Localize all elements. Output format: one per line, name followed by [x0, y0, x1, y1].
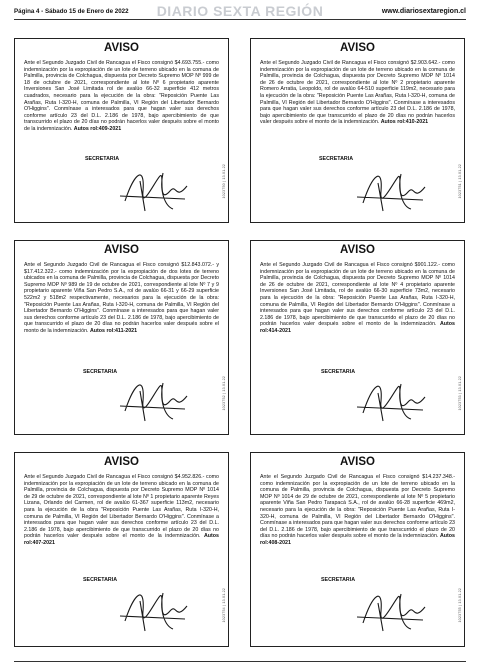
aviso-title: AVISO: [104, 456, 139, 468]
aviso-box: [250, 452, 465, 647]
aviso-box: [14, 452, 229, 647]
footer-divider: [14, 661, 466, 662]
newspaper-name: DIARIO SEXTA REGIÓN: [156, 3, 324, 19]
aviso-body: [24, 474, 219, 547]
aviso-body: [260, 262, 455, 335]
aviso-title: AVISO: [340, 42, 375, 54]
website-link[interactable]: www.diariosextaregion.cl: [381, 8, 466, 15]
page-date: Página 4 - Sábado 15 de Enero de 2022: [14, 8, 129, 15]
aviso-text: Ante el Segundo Juzgado Civil de Rancagua el Fisco consignó $14.237.348.- como indemnización por la expropiación de un lote de terreno ubicado en la comuna de Palmilla, provincia de Colchagua, dispuesta por Decreto Supremo MOP Nº 1014 de 29 de octubre de 2021, correspondiente al lote Nº 5 propietario aparente Viña San Pedro Tarapacá S.A., rol de avalúo 66-28 superficie 469m2, necesario para la ejecución de la obra: "Reposición Puente Las Arañas, Ruta I-320-H, comuna de Palmilla, VI Región del Libertador Bernardo O'Higgins". Conmínase a interesados para que hagan valer sus derechos conforme artículo 23 del D.L. 2.186 de 1978, bajo apercibimiento de que transcurrido el plazo de 20 días no podrán hacerlos valer después sobre el monto de la indemnización.: [260, 474, 455, 540]
aviso-text: Ante el Segundo Juzgado Civil de Rancagua el Fisco consignó $4.952.826.- como indemnización por la expropiación de un lote de terreno ubicado en la comuna de Palmilla, provincia de Colchagua, dispuesta por Decreto Supremo MOP Nº 1014 de 29 de octubre de 2021, correspondiente al lote Nº 1 propietario aparente Reyes Lizana, Orlando del Carmen, rol de avalúo 61-367 superficie 113m2, necesario para la ejecución de la obra "Reposición Puente Las Arañas, Ruta I-320-H, comuna de Palmilla, VI Región del Libertador Bernardo O'Higgins". Conmínase a interesados para que hagan valer sus derechos conforme artículo 23 del D.L. 2.186 de 1978, bajo apercibimiento de que transcurrido el plazo de 20 días no podrán hacerlos valer después sobre el monto de la indemnización.: [24, 474, 219, 540]
secretaria-label: SECRETARIA: [321, 577, 356, 583]
aviso-body: [24, 60, 219, 133]
aviso-box: [14, 240, 229, 435]
publication-stamp: 1023751 | 13.01.22: [458, 164, 462, 199]
signature: [115, 161, 195, 216]
aviso-text: Ante el Segundo Juzgado Civil de Rancagua el Fisco consignó $901.122.- como indemnización por la expropiación de un lote de terreno ubicado en la comuna de Palmilla, provincia de Colchagua, dispuesta por Decreto Supremo MOP Nº 1014 de 26 de octubre de 2021, correspondiente al lote Nº 4 propietario aparente Inversiones San José Limitada, rol de avalúo 66-30 superficie 73m2, necesario para la ejecución de la obra: "Reposición Puente Las Arañas, Ruta I-320-H, comuna de Palmilla, VI Región del Libertador Bernardo O'Higgins". Conmínase a interesados para que hagan valer sus derechos conforme artículo 23 del D.L. 2.186 de 1978, bajo apercibimiento de que transcurrido el plazo de 20 días no podrán hacerlos valer después sobre el monto de la indemnización.: [260, 262, 455, 328]
aviso-body: [260, 474, 455, 547]
header-divider: [14, 19, 466, 20]
aviso-title: AVISO: [340, 456, 375, 468]
publication-stamp: 1023754 | 13.01.22: [222, 588, 226, 623]
aviso-body: [260, 60, 455, 126]
aviso-text: Ante el Segundo Juzgado Civil de Rancagua el Fisco consignó $4.693.755.- como indemnización por la expropiación de un lote de terreno ubicado en la comuna de Palmilla, provincia de Colchagua, dispuesta por Decreto Supremo MOP Nº 999 de 18 de octubre de 2021, correspondiente al lote Nº 6 propietario aparente Inversiones San José Limitada rol de avalúo 66-32 superficie 412 metros cuadrados, necesario para la ejecución de la obra: "Reposición Puente Las Arañas, Ruta I-320-H, comuna de Palmilla, VI Región del Libertador Bernardo O'Higgins". Conmínase a interesados para que hagan valer sus derechos conforme artículo 23 del D.L. 2.186 de 1978, bajo apercibimiento de que transcurrido el plazo de 20 días no podrán hacerlos valer después sobre el monto de la indemnización.: [24, 60, 219, 132]
publication-stamp: 1023750 | 13.01.22: [222, 164, 226, 199]
aviso-box: [250, 38, 465, 223]
secretaria-label: SECRETARIA: [83, 369, 118, 375]
aviso-title: AVISO: [104, 244, 139, 256]
aviso-body: [24, 262, 219, 335]
signature: [351, 581, 431, 636]
aviso-title: AVISO: [340, 244, 375, 256]
aviso-rol: Autos rol:409-2021: [73, 125, 122, 132]
signature: [115, 371, 195, 426]
secretaria-label: SECRETARIA: [319, 156, 354, 162]
aviso-text: Ante el Segundo Juzgado Civil de Rancagua el Fisco consignó $12.843.072.- y $17.412.322.- como indemnización por la expropiación de dos lotes de terreno ubicados en la comuna de Palmilla, provincia de Colchagua, dispuesta por Decreto Supremo MOP Nº 989 de 19 de octubre de 2021, correspondiente al lote Nº 7 y 9 propietario aparente Viña San Pedro S.A., rol de avalúo 66-31 y 66-29 superficie 522m2 y 518m2 respectivamente, necesarios para la ejecución de la obra: "Reposición Puente Las Arañas, Ruta I-320-H, comuna de Palmilla, VI Región del Libertador Bernardo O'Higgins". Conmínase a interesados para que hagan valer sus derechos conforme artículo 23 del D.L. 2.186 de 1978, bajo apercibimiento de que transcurrido el plazo de 20 días no podrán hacerlos valer después sobre el monto de la indemnización.: [24, 262, 219, 334]
publication-stamp: 1023752 | 13.01.22: [222, 376, 226, 411]
aviso-text: Ante el Segundo Juzgado Civil de Rancagua el Fisco consignó $2.903.642.- como indemnización por la expropiación de un lote de terreno ubicado en la comuna de Palmilla, provincia de Colchagua, dispuesta por Decreto Supremo MOP Nº 1014 de 26 de octubre de 2021, correspondiente al lote Nº 2 propietario aparente Romero Arratia, Leopoldo, rol de avalúo 64-510 superficie 119m2, necesario para la ejecución de la obra: "Reposición Puente Las Arañas, Ruta I-320-H, comuna de Palmilla, VI Región del Libertador Bernardo O'Higgins". Conmínase a interesados para que hagan valer sus derechos conforme artículo 23 del D.L. 2.186 de 1978, bajo apercibimiento de que transcurrido el plazo de 20 días no podrán hacerlos valer después sobre el monto de la indemnización.: [260, 60, 455, 126]
signature: [115, 581, 195, 636]
secretaria-label: SECRETARIA: [83, 577, 118, 583]
page-header: [14, 0, 466, 22]
aviso-box: [250, 240, 465, 435]
signature: [351, 161, 431, 216]
aviso-box: [14, 38, 229, 223]
aviso-rol: Autos rol:408-2021: [260, 533, 455, 546]
signature: [351, 371, 431, 426]
aviso-rol: Autos rol:411-2021: [89, 327, 138, 334]
aviso-rol: Autos rol:407-2021: [24, 533, 219, 546]
publication-stamp: 1023753 | 13.01.22: [458, 376, 462, 411]
secretaria-label: SECRETARIA: [85, 156, 120, 162]
aviso-rol: Autos rol:410-2021: [380, 119, 429, 126]
secretaria-label: SECRETARIA: [321, 369, 356, 375]
aviso-title: AVISO: [104, 42, 139, 54]
publication-stamp: 1023755 | 13.01.22: [458, 588, 462, 623]
aviso-rol: Autos rol:414-2021: [260, 321, 455, 334]
